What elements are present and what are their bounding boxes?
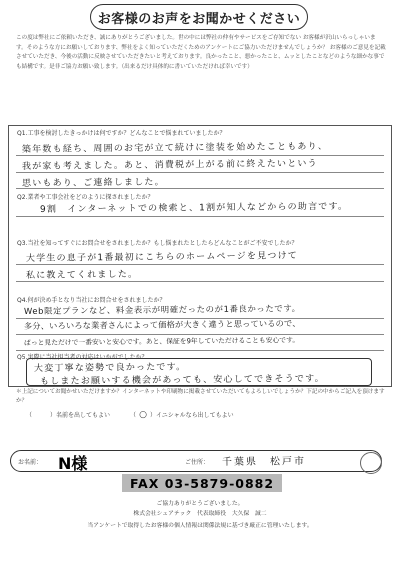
address-value: 千葉県 松戸市 xyxy=(221,456,307,468)
q4-rule xyxy=(16,350,384,351)
q1-answer-line: 築年数も経ち、周囲のお宅が立て続けに塗装を始めたこともあり、 xyxy=(21,141,329,155)
name-value: N様 xyxy=(58,454,88,473)
open-paren-icon: （ xyxy=(130,412,137,419)
q5-answer-line: もしまたお願いする機会があっても、安心してできそうです。 xyxy=(39,374,325,387)
footer-thanks: ご協力ありがとうございました。 xyxy=(156,501,244,507)
q3-answer-line: 大学生の息子が1番最初にこちらのホームページを見つけて xyxy=(25,251,299,264)
q5-answer-line: 大変丁寧な姿勢で良かったです。 xyxy=(33,362,187,374)
close-paren-icon: ） xyxy=(50,412,57,419)
q5-label: Q5.実際に当社担当者の対応はいかがでしたか？ xyxy=(17,354,148,361)
consent-option-name xyxy=(26,410,110,419)
q1-label: Q1.工事を検討したきっかけは何ですか？どんなことで悩まれていましたか？ xyxy=(17,130,226,137)
q3-answer-line: 私に教えてくれました。 xyxy=(25,269,139,281)
q4-answer-line: ぱっと見ただけで一番安いと安心です。あと、保証を9年していただけることも安心です。 xyxy=(23,336,300,347)
q2-rule xyxy=(16,216,384,217)
q2-label: Q2.業者や工事会社をどのように探されましたか？ xyxy=(17,194,154,201)
intro-text: この度は弊社にご依頼いただき、誠にありがとうございました。世の中には弊社の仲有やサービスをご存知でない お客様が沢山いらっしゃいます。そのような方にお願いしております、弊社をよく知っていただくためのアンケートにご協力いただけませんでしょうか？ お客様のご意見を記載させていただき、今後の活動に反映させていただきたいと考えております。良かったこと、悪かったこと、ムッとしたことなどのような細かな事でも結構です。是非ご協力お願い致します。（出来るだけ具体的に書いていただければ幸いです） xyxy=(16,35,386,70)
q2-answer-line: 9割 インターネットでの検索と、1割が知人などからの助言です。 xyxy=(39,201,349,215)
q1-rule xyxy=(16,172,384,173)
q4-answer-line: Web限定プランなど、料金表示が明確だったのが1番良かったです。 xyxy=(23,303,301,316)
address-label: ご住所： xyxy=(185,459,210,466)
consent-text: ＊上記についてお聞かせいただけますか？インターネットや印刷物に掲載させていただいてもよろしいでしょうか？下記の中からご記入を頂けますか？ xyxy=(16,389,385,404)
q3-label: Q3.当社を知ってすぐにお問合せをされましたか？もし悩まれたとしたらどんなことがご不安でしたか？ xyxy=(17,240,298,247)
close-paren-icon: ） xyxy=(150,412,157,419)
q1-rule xyxy=(16,155,384,156)
footer-company: 株式会社シェアテック 代表取締役 大久保 誠二 xyxy=(133,511,267,517)
q3-rule xyxy=(16,264,384,265)
q1-answer-line: 思いもあり、ご連絡しました。 xyxy=(21,177,165,189)
q1-answer-line: 我が家も考えました。あと、消費税が上がる前に終えたいという xyxy=(21,158,318,172)
fax-number: FAX 03-5879-0882 xyxy=(122,474,282,492)
page-title: お客様のお声をお聞かせください xyxy=(90,4,308,30)
q3-rule xyxy=(16,281,384,282)
checked-circle-mark: ○ xyxy=(139,410,147,420)
q4-answer-line: 多分、いろいろな業者さんによって価格が大きく違うと思っているので、 xyxy=(23,318,301,331)
name-label: お名前： xyxy=(18,459,43,466)
footer-privacy: 当アンケートで取得したお客様の個人情報は関係法規に基づき厳正に管理いたします。 xyxy=(87,523,313,529)
q4-label: Q4.何が決め手となり当社にお問合せをされましたか？ xyxy=(17,297,166,304)
option-name-label: 名前を出してもよい xyxy=(56,412,111,419)
stamp-icon xyxy=(360,452,382,474)
open-paren-icon: （ xyxy=(26,412,33,419)
consent-option-initial xyxy=(130,410,234,420)
option-initial-label: イニシャルなら出してもよい xyxy=(156,412,234,419)
